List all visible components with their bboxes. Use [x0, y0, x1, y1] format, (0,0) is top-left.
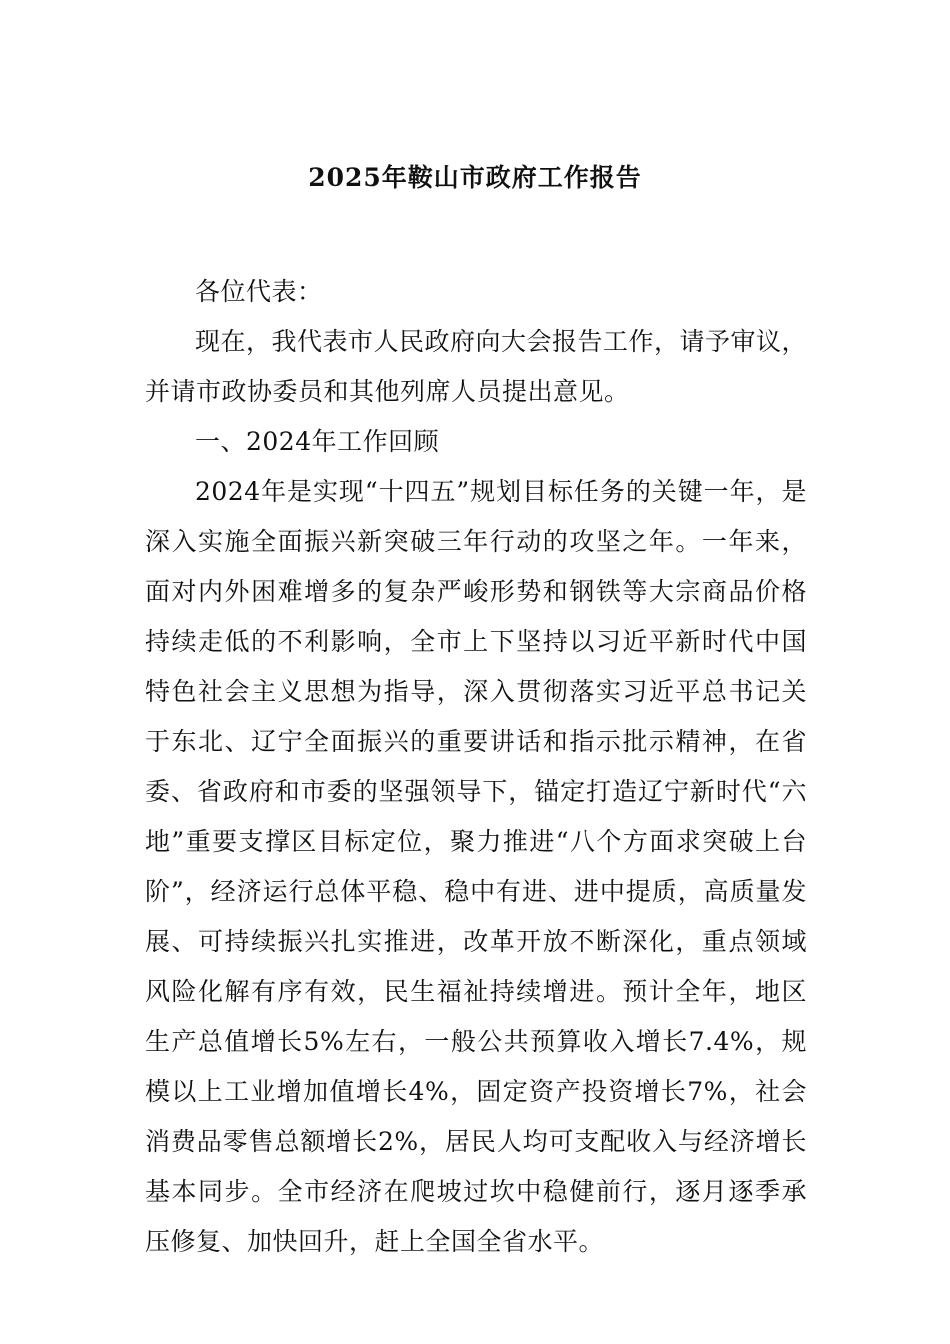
review-paragraph: 2024年是实现“十四五”规划目标任务的关键一年，是深入实施全面振兴新突破三年行动的攻坚之年。一年来，面对内外困难增多的复杂严峻形势和钢铁等大宗商品价格持续走低的不利影响，全市上下坚持以习近平新时代中国特色社会主义思想为指导，深入贯彻落实习近平总书记关于东北、辽宁全面振兴的重要讲话和指示批示精神，在省委、省政府和市委的坚强领导下，锚定打造辽宁新时代“六地”重要支撑区目标定位，聚力推进“八个方面求突破上台阶”，经济运行总体平稳、稳中有进、进中提质，高质量发展、可持续振兴扎实推进，改革开放不断深化，重点领域风险化解有序有效，民生福祉持续增进。预计全年，地区生产总值增长5%左右，一般公共预算收入增长7.4%，规模以上工业增加值增长4%，固定资产投资增长7%，社会消费品零售总额增长2%，居民人均可支配收入与经济增长基本同步。全市经济在爬坡过坎中稳健前行，逐月逐季承压修复、加快回升，赶上全国全省水平。	[145, 477, 807, 1256]
opening-paragraph: 现在，我代表市人民政府向大会报告工作，请予审议，并请市政协委员和其他列席人员提出意见。	[145, 327, 808, 406]
document-title: 2025年鞍山市政府工作报告	[308, 163, 642, 192]
section-heading: 一、2024年工作回顾	[195, 427, 440, 456]
document-body	[145, 267, 807, 1267]
salutation: 各位代表：	[195, 277, 323, 306]
